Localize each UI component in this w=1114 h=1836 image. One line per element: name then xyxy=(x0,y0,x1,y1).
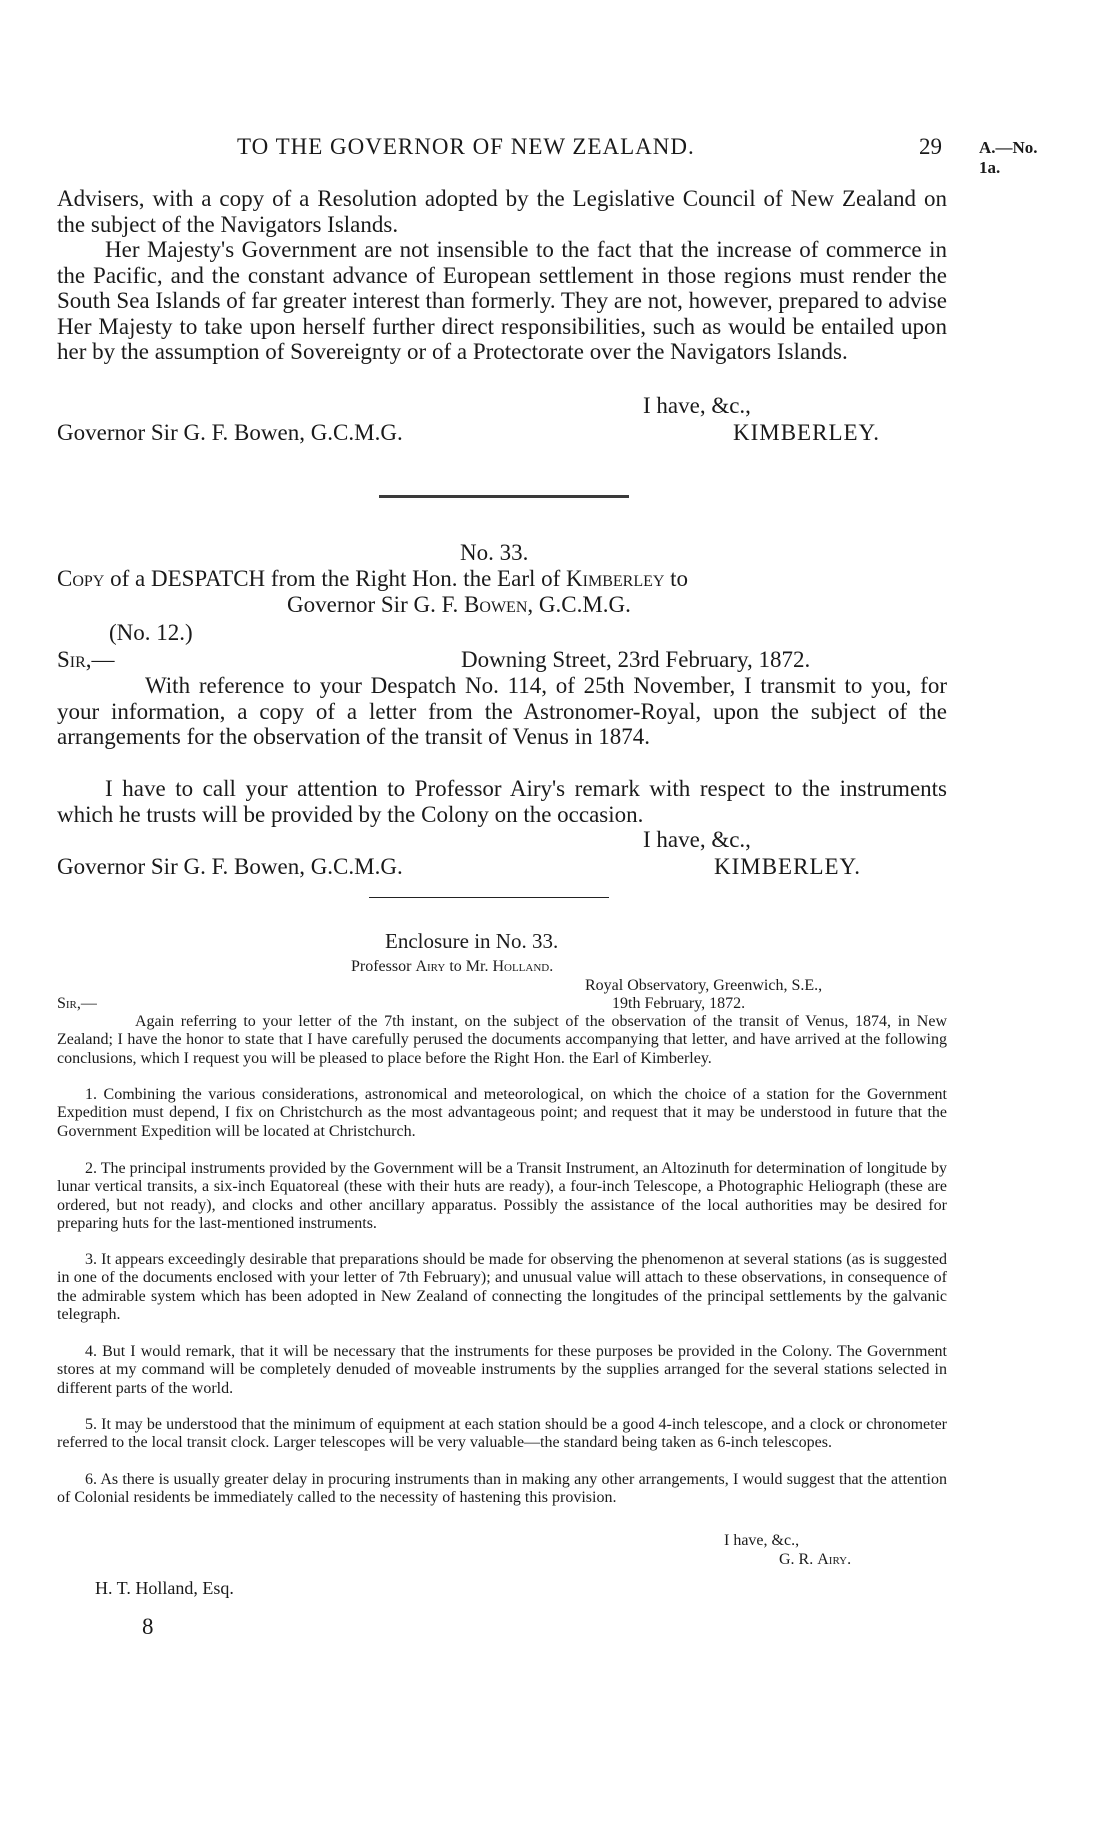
enclosure-item-4: 4. But I would remark, that it will be necessary that the instruments for these purposes be provided in the Colony. The Government stores at my command will be completely denuded of moveable instruments by the supplies arranged for the several stations selected in different parts of the world. xyxy=(57,1343,947,1397)
paper-reference: A.—No. 1a. xyxy=(979,138,1038,177)
despatch33-heading-line2 xyxy=(287,592,631,618)
enclosure-date: 19th February, 1872. xyxy=(612,995,746,1012)
enclosure-title: Enclosure in No. 33. xyxy=(385,929,559,953)
despatch32-para1: Advisers, with a copy of a Resolution adopted by the Legislative Council of New Zealand on the subject of the Navigators Islands. xyxy=(57,186,947,237)
despatch33-para2: I have to call your attention to Professor Airy's remark with respect to the instruments which he trusts will be provided by the Colony on the occasion. xyxy=(57,776,947,827)
enclosure-item-1: 1. Combining the various considerations, astronomical and meteorological, on which the choice of a station for the Government Expedition must depend, I fix on Christchurch as the most advantageous point; and request that it may be understood in future that the Government Expedition will be located at Christchurch. xyxy=(57,1086,947,1140)
heading-gcmg: , G.C.M.G. xyxy=(527,592,631,617)
sig-airy: Airy xyxy=(817,1551,848,1568)
despatch33-number: No. 33. xyxy=(460,540,529,565)
enclosure-item-5: 5. It may be understood that the minimum of equipment at each station should be a good 4-inch telescope, and a clock or chronometer referred to the local transit clock. Larger telescopes will be very valuable—the standard being taken as 6-inch telescopes. xyxy=(57,1416,947,1452)
despatch32-closing: I have, &c., xyxy=(643,393,751,418)
enclosure-subtitle xyxy=(351,958,553,976)
despatch33-salutation: Sir,— xyxy=(57,647,115,672)
despatch33-signature: KIMBERLEY. xyxy=(714,854,861,879)
signature-mark: 8 xyxy=(142,1614,154,1639)
despatch32-signature: KIMBERLEY. xyxy=(733,420,880,445)
heading-bowen: Bowen xyxy=(464,592,528,617)
heading-text: of a DESPATCH from the Right Hon. the Earl of xyxy=(104,566,567,591)
sub-holland: Holland xyxy=(492,958,550,975)
despatch33-location-date: Downing Street, 23rd February, 1872. xyxy=(461,647,811,672)
despatch33-closing: I have, &c., xyxy=(643,827,751,852)
enclosure-item-6: 6. As there is usually greater delay in procuring instruments than in making any other arrangements, I would suggest that the attention of Colonial residents be immediately called to the necessity of hastening this provision. xyxy=(57,1471,947,1507)
despatch33-para1: With reference to your Despatch No. 114, of 25th November, I transmit to you, for your information, a copy of a letter from the Astronomer-Royal, upon the subject of the arrangements for the observation of the transit of Venus in 1874. xyxy=(57,673,947,749)
document-page xyxy=(57,0,1038,1836)
enclosure-salutation: Sir,— xyxy=(57,995,97,1012)
enclosure-divider xyxy=(369,897,609,898)
running-header xyxy=(57,134,1057,177)
enclosure-closing: I have, &c., xyxy=(724,1532,800,1549)
sig-initials: G. R. xyxy=(779,1551,818,1568)
sub-professor: Professor xyxy=(351,958,416,975)
despatch32-addressee: Governor Sir G. F. Bowen, G.C.M.G. xyxy=(57,420,403,445)
despatch33-addressee: Governor Sir G. F. Bowen, G.C.M.G. xyxy=(57,854,403,879)
heading-earl: Kimberley xyxy=(566,566,665,591)
despatch33-heading-line1 xyxy=(57,566,947,592)
header-title: TO THE GOVERNOR OF NEW ZEALAND. xyxy=(237,134,695,159)
sub-to: to Mr. xyxy=(445,958,493,975)
heading-gov: Governor Sir G. F. xyxy=(287,592,465,617)
despatch32-para2: Her Majesty's Government are not insensible to the fact that the increase of commerce in the Pacific, and the constant advance of European settlement in those regions must render the South Sea Islands of far greater interest than formerly. They are not, however, prepared to advise Her Majesty to take upon herself further direct responsibilities, such as would be entailed upon her by the assumption of Sovereignty or of a Protectorate over the Navigators Islands. xyxy=(57,237,948,364)
heading-copy: Copy xyxy=(57,566,105,591)
page-number: 29 xyxy=(919,134,942,159)
sub-period: . xyxy=(549,958,554,975)
enclosure-location: Royal Observatory, Greenwich, S.E., xyxy=(585,977,823,994)
enclosure-intro: Again referring to your letter of the 7th instant, on the subject of the observation of the transit of Venus, 1874, in New Zealand; I have the honor to state that I have carefully perused the documents accompanying that letter, and have arrived at the following conclusions, which I request you will be pleased to place before the Right Hon. the Earl of Kimberley. xyxy=(57,1013,947,1067)
section-divider xyxy=(379,495,629,498)
enclosure-recipient: H. T. Holland, Esq. xyxy=(95,1578,234,1598)
heading-to: to xyxy=(664,566,689,591)
sub-airy: Airy xyxy=(415,958,446,975)
enclosure-item-2: 2. The principal instruments provided by the Government will be a Transit Instrument, an Altozinuth for determination of longitude by lunar vertical transits, a six-inch Equatoreal (these with their huts are ready), a four-inch Telescope, a Photographic Heliograph (these are ordered, but not ready), and clocks and other ancillary apparatus. Possibly the assistance of the local authorities may be desired for preparing huts for the last-mentioned instruments. xyxy=(57,1160,947,1232)
enclosure-item-3: 3. It appears exceedingly desirable that preparations should be made for observing the phenomenon at several stations (as is suggested in one of the documents enclosed with your letter of 7th February); and unusual value will attach to these observations, in consequence of the admirable system which has been adopted in New Zealand of connecting the longitudes of the principal settlements by the galvanic telegraph. xyxy=(57,1251,947,1323)
sig-period: . xyxy=(847,1551,852,1568)
enclosure-signature xyxy=(779,1551,851,1569)
despatch33-subnumber: (No. 12.) xyxy=(109,620,193,645)
